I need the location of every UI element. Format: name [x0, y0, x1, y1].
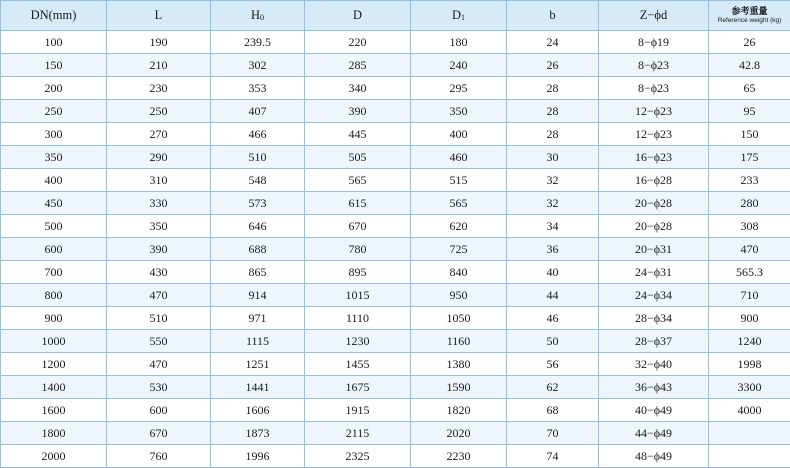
cell-dn: 1200 [1, 353, 107, 376]
cell-l: 250 [107, 100, 211, 123]
cell-h0: 688 [211, 238, 305, 261]
cell-b: 34 [507, 215, 599, 238]
table-row [1, 307, 790, 330]
cell-weight: 42.8 [709, 54, 790, 77]
cell-weight: 710 [709, 284, 790, 307]
cell-l: 210 [107, 54, 211, 77]
cell-dn: 150 [1, 54, 107, 77]
cell-d1: 1590 [411, 376, 507, 399]
cell-d: 340 [305, 77, 411, 100]
cell-d1: 620 [411, 215, 507, 238]
cell-b: 28 [507, 100, 599, 123]
cell-d1: 1820 [411, 399, 507, 422]
table-row [1, 261, 790, 284]
cell-d1: 1160 [411, 330, 507, 353]
cell-d1: 180 [411, 31, 507, 54]
cell-b: 40 [507, 261, 599, 284]
cell-h0: 510 [211, 146, 305, 169]
cell-d1: 2020 [411, 422, 507, 445]
cell-weight: 175 [709, 146, 790, 169]
table-body [1, 31, 790, 468]
cell-l: 470 [107, 353, 211, 376]
table-row [1, 215, 790, 238]
table-row [1, 31, 790, 54]
cell-b: 26 [507, 54, 599, 77]
header-d: D [305, 1, 411, 31]
cell-dn: 450 [1, 192, 107, 215]
cell-z-phi-d: 8−ϕ23 [599, 77, 709, 100]
cell-h0: 914 [211, 284, 305, 307]
cell-z-phi-d: 16−ϕ28 [599, 169, 709, 192]
cell-z-phi-d: 16−ϕ23 [599, 146, 709, 169]
cell-b: 28 [507, 123, 599, 146]
header-d1 [411, 1, 507, 31]
cell-weight [709, 422, 790, 445]
cell-l: 600 [107, 399, 211, 422]
cell-b: 68 [507, 399, 599, 422]
cell-h0: 865 [211, 261, 305, 284]
cell-b: 46 [507, 307, 599, 330]
cell-weight: 233 [709, 169, 790, 192]
cell-dn: 1400 [1, 376, 107, 399]
cell-weight: 280 [709, 192, 790, 215]
cell-d: 780 [305, 238, 411, 261]
cell-h0: 1606 [211, 399, 305, 422]
cell-d: 2115 [305, 422, 411, 445]
cell-d: 1110 [305, 307, 411, 330]
cell-z-phi-d: 32−ϕ40 [599, 353, 709, 376]
cell-h0: 548 [211, 169, 305, 192]
cell-dn: 600 [1, 238, 107, 261]
cell-h0: 573 [211, 192, 305, 215]
table-row [1, 399, 790, 422]
header-reference-weight [709, 1, 790, 31]
cell-l: 230 [107, 77, 211, 100]
cell-d: 1915 [305, 399, 411, 422]
cell-z-phi-d: 44−ϕ49 [599, 422, 709, 445]
cell-z-phi-d: 28−ϕ37 [599, 330, 709, 353]
cell-d: 670 [305, 215, 411, 238]
header-weight-en: Reference weight (kg) [709, 16, 790, 26]
cell-z-phi-d: 48−ϕ49 [599, 445, 709, 468]
cell-d: 1675 [305, 376, 411, 399]
cell-dn: 100 [1, 31, 107, 54]
cell-b: 36 [507, 238, 599, 261]
cell-dn: 800 [1, 284, 107, 307]
cell-h0: 1996 [211, 445, 305, 468]
cell-z-phi-d: 36−ϕ43 [599, 376, 709, 399]
cell-d: 2325 [305, 445, 411, 468]
cell-weight: 900 [709, 307, 790, 330]
cell-d: 285 [305, 54, 411, 77]
header-b: b [507, 1, 599, 31]
cell-weight: 4000 [709, 399, 790, 422]
cell-d1: 725 [411, 238, 507, 261]
cell-dn: 1000 [1, 330, 107, 353]
cell-dn: 350 [1, 146, 107, 169]
cell-d1: 515 [411, 169, 507, 192]
cell-d1: 400 [411, 123, 507, 146]
table-row [1, 330, 790, 353]
cell-b: 70 [507, 422, 599, 445]
cell-b: 24 [507, 31, 599, 54]
cell-d1: 840 [411, 261, 507, 284]
cell-l: 270 [107, 123, 211, 146]
table-row [1, 353, 790, 376]
cell-z-phi-d: 28−ϕ34 [599, 307, 709, 330]
cell-weight: 65 [709, 77, 790, 100]
table-row [1, 422, 790, 445]
cell-b: 62 [507, 376, 599, 399]
header-h0-main: H [251, 8, 260, 22]
table-row [1, 284, 790, 307]
cell-l: 760 [107, 445, 211, 468]
cell-weight: 470 [709, 238, 790, 261]
header-z-phi-d: Z−ϕd [599, 1, 709, 31]
cell-l: 290 [107, 146, 211, 169]
cell-dn: 250 [1, 100, 107, 123]
cell-b: 44 [507, 284, 599, 307]
cell-h0: 646 [211, 215, 305, 238]
cell-d: 895 [305, 261, 411, 284]
cell-weight: 26 [709, 31, 790, 54]
cell-z-phi-d: 20−ϕ28 [599, 215, 709, 238]
cell-d1: 1380 [411, 353, 507, 376]
cell-z-phi-d: 8−ϕ23 [599, 54, 709, 77]
cell-d1: 460 [411, 146, 507, 169]
cell-weight: 1240 [709, 330, 790, 353]
cell-l: 470 [107, 284, 211, 307]
cell-l: 510 [107, 307, 211, 330]
table-row [1, 123, 790, 146]
cell-z-phi-d: 20−ϕ28 [599, 192, 709, 215]
cell-d: 565 [305, 169, 411, 192]
cell-d: 220 [305, 31, 411, 54]
cell-dn: 400 [1, 169, 107, 192]
table-row [1, 445, 790, 468]
table-row [1, 376, 790, 399]
table-row [1, 146, 790, 169]
cell-h0: 466 [211, 123, 305, 146]
cell-h0: 239.5 [211, 31, 305, 54]
cell-z-phi-d: 20−ϕ31 [599, 238, 709, 261]
cell-h0: 302 [211, 54, 305, 77]
cell-z-phi-d: 24−ϕ34 [599, 284, 709, 307]
cell-b: 74 [507, 445, 599, 468]
cell-d: 1230 [305, 330, 411, 353]
cell-dn: 1600 [1, 399, 107, 422]
cell-weight: 565.3 [709, 261, 790, 284]
cell-h0: 1115 [211, 330, 305, 353]
cell-weight: 1998 [709, 353, 790, 376]
cell-d: 445 [305, 123, 411, 146]
table-row [1, 192, 790, 215]
header-h0-sub: 0 [260, 13, 264, 22]
header-d1-sub: 1 [461, 13, 465, 22]
cell-d1: 2230 [411, 445, 507, 468]
cell-z-phi-d: 24−ϕ31 [599, 261, 709, 284]
cell-d: 1455 [305, 353, 411, 376]
cell-h0: 353 [211, 77, 305, 100]
header-d1-main: D [452, 8, 461, 22]
cell-z-phi-d: 12−ϕ23 [599, 123, 709, 146]
cell-h0: 1873 [211, 422, 305, 445]
header-weight-cn: 参考重量 [709, 6, 790, 16]
cell-dn: 2000 [1, 445, 107, 468]
header-h0 [211, 1, 305, 31]
header-l: L [107, 1, 211, 31]
cell-dn: 300 [1, 123, 107, 146]
cell-l: 430 [107, 261, 211, 284]
header-row [1, 1, 790, 31]
cell-b: 32 [507, 169, 599, 192]
cell-dn: 700 [1, 261, 107, 284]
cell-d: 505 [305, 146, 411, 169]
cell-d: 615 [305, 192, 411, 215]
cell-l: 330 [107, 192, 211, 215]
cell-b: 32 [507, 192, 599, 215]
cell-l: 310 [107, 169, 211, 192]
cell-h0: 1251 [211, 353, 305, 376]
table-row [1, 169, 790, 192]
cell-dn: 1800 [1, 422, 107, 445]
cell-dn: 900 [1, 307, 107, 330]
cell-b: 28 [507, 77, 599, 100]
cell-dn: 200 [1, 77, 107, 100]
cell-z-phi-d: 40−ϕ49 [599, 399, 709, 422]
cell-z-phi-d: 8−ϕ19 [599, 31, 709, 54]
header-dn: DN(mm) [1, 1, 107, 31]
cell-weight: 95 [709, 100, 790, 123]
cell-l: 190 [107, 31, 211, 54]
cell-b: 50 [507, 330, 599, 353]
cell-z-phi-d: 12−ϕ23 [599, 100, 709, 123]
cell-l: 350 [107, 215, 211, 238]
table-row [1, 100, 790, 123]
cell-l: 670 [107, 422, 211, 445]
cell-l: 550 [107, 330, 211, 353]
cell-h0: 407 [211, 100, 305, 123]
cell-d1: 295 [411, 77, 507, 100]
cell-d1: 565 [411, 192, 507, 215]
cell-l: 390 [107, 238, 211, 261]
cell-d1: 240 [411, 54, 507, 77]
cell-b: 30 [507, 146, 599, 169]
cell-b: 56 [507, 353, 599, 376]
table-row [1, 77, 790, 100]
cell-d1: 1050 [411, 307, 507, 330]
cell-weight: 308 [709, 215, 790, 238]
cell-dn: 500 [1, 215, 107, 238]
cell-h0: 1441 [211, 376, 305, 399]
cell-d1: 350 [411, 100, 507, 123]
cell-weight: 150 [709, 123, 790, 146]
cell-weight [709, 445, 790, 468]
cell-h0: 971 [211, 307, 305, 330]
cell-d: 1015 [305, 284, 411, 307]
cell-weight: 3300 [709, 376, 790, 399]
cell-d: 390 [305, 100, 411, 123]
cell-d1: 950 [411, 284, 507, 307]
table-row [1, 238, 790, 261]
cell-l: 530 [107, 376, 211, 399]
table-row [1, 54, 790, 77]
